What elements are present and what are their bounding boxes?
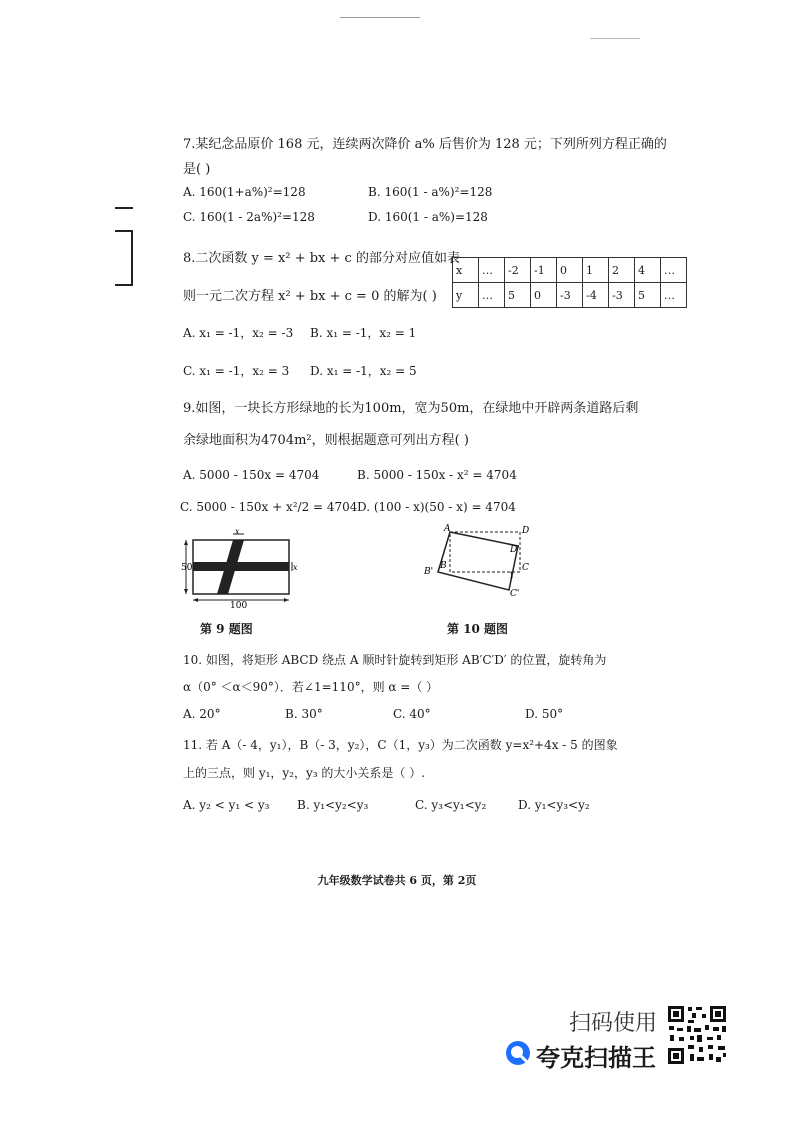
- q7-option-d: D. 160(1 - a%)=128: [368, 210, 488, 224]
- q11-option-a: A. y₂ < y₁ < y₃: [183, 798, 270, 812]
- q8-option-b: B. x₁ = -1，x₂ = 1: [310, 326, 417, 340]
- scan-artifact-line: [340, 17, 420, 18]
- figure-9-label-road-side: x: [293, 563, 298, 572]
- table-cell: 5: [635, 283, 661, 308]
- q8-stem-line2: 则一元二次方程 x² + bx + c = 0 的解为( ): [183, 289, 437, 304]
- table-cell: 1: [583, 258, 609, 283]
- figure-10-label-c-prime: C': [510, 589, 520, 598]
- q7-stem-line1: 7.某纪念品原价 168 元，连续两次降价 a% 后售价为 128 元；下列所列方程正确的: [183, 137, 667, 152]
- scanner-brand: 夸克扫描王: [536, 1044, 656, 1072]
- q8-value-table: [452, 257, 687, 308]
- figure-10-label-d-prime: D': [510, 545, 520, 555]
- q10-option-a: A. 20°: [183, 707, 221, 721]
- scanner-slogan: 扫码使用: [569, 1011, 658, 1036]
- table-cell: y: [453, 283, 479, 308]
- table-row-x: [453, 258, 687, 283]
- q9-option-b: B. 5000 - 150x - x² = 4704: [357, 468, 517, 482]
- figure-9-label-road-top: x: [235, 528, 240, 536]
- figure-9-label-width: 50: [181, 563, 193, 573]
- table-cell: -3: [557, 283, 583, 308]
- q11-option-d: D. y₁<y₃<y₂: [518, 798, 590, 812]
- q11-stem-line1: 11. 若 A（- 4，y₁），B（- 3，y₂），C（1，y₃）为二次函数 y=x²+4x - 5 的图象: [183, 738, 618, 752]
- figure-10-label-c: C: [522, 563, 529, 573]
- q8-option-c: C. x₁ = -1，x₂ = 3: [183, 364, 290, 378]
- q8-stem-line1: 8.二次函数 y = x² + bx + c 的部分对应值如表: [183, 251, 460, 266]
- q9-option-c: C. 5000 - 150x + x²/2 = 4704: [180, 500, 358, 514]
- table-cell: 0: [531, 283, 557, 308]
- table-cell: …: [479, 258, 505, 283]
- figure-10-label-b-prime: B': [424, 567, 434, 577]
- scan-artifact-line: [590, 38, 640, 39]
- table-cell: 2: [609, 258, 635, 283]
- figure-10-caption: 第 10 题图: [447, 622, 509, 636]
- q10-stem-line2: α（0° ＜α＜90°）．若∠1=110°，则 α =（ ）: [183, 680, 439, 694]
- table-cell: …: [479, 283, 505, 308]
- table-row-y: [453, 283, 687, 308]
- q10-option-d: D. 50°: [525, 707, 564, 721]
- q9-stem-line1: 9.如图，一块长方形绿地的长为100m，宽为50m，在绿地中开辟两条道路后剩: [183, 401, 639, 416]
- table-cell: -3: [609, 283, 635, 308]
- table-cell: 4: [635, 258, 661, 283]
- q11-option-c: C. y₃<y₁<y₂: [415, 798, 487, 812]
- figure-9-caption: 第 9 题图: [200, 622, 253, 636]
- figure-10-label-a: A: [444, 524, 451, 534]
- qr-code-icon: [666, 1004, 728, 1066]
- table-cell: -4: [583, 283, 609, 308]
- q9-option-a: A. 5000 - 150x = 4704: [183, 468, 320, 482]
- figure-10-label-b: B: [440, 561, 447, 571]
- q8-option-d: D. x₁ = -1，x₂ = 5: [310, 364, 417, 378]
- binding-mark: [131, 230, 133, 286]
- table-cell: …: [661, 258, 687, 283]
- table-cell: x: [453, 258, 479, 283]
- page-footer: 九年级数学试卷共 6 页，第 2页: [317, 874, 477, 887]
- q10-option-b: B. 30°: [285, 707, 323, 721]
- figure-9-diagram: [178, 528, 298, 610]
- table-cell: …: [661, 283, 687, 308]
- scanner-logo-icon: [505, 1040, 531, 1066]
- q7-option-a: A. 160(1+a%)²=128: [183, 185, 306, 199]
- figure-10-diagram: [418, 522, 538, 598]
- q9-option-d: D. (100 - x)(50 - x) = 4704: [357, 500, 516, 514]
- q7-stem-line2: 是( ): [183, 162, 211, 177]
- q9-stem-line2: 余绿地面积为4704m²，则根据题意可列出方程( ): [183, 433, 469, 448]
- table-cell: 5: [505, 283, 531, 308]
- figure-10-label-angle-1: 1: [509, 571, 515, 580]
- figure-10-label-d: D: [522, 526, 530, 536]
- q10-option-c: C. 40°: [393, 707, 431, 721]
- table-cell: -1: [531, 258, 557, 283]
- binding-mark: [115, 207, 133, 209]
- figure-9-label-length: 100: [230, 601, 248, 610]
- q10-stem-line1: 10. 如图，将矩形 ABCD 绕点 A 顺时针旋转到矩形 AB′C′D′ 的位置，旋转角为: [183, 653, 607, 667]
- binding-mark: [115, 284, 133, 286]
- table-cell: 0: [557, 258, 583, 283]
- q7-option-c: C. 160(1 - 2a%)²=128: [183, 210, 315, 224]
- q11-option-b: B. y₁<y₂<y₃: [297, 798, 369, 812]
- q8-option-a: A. x₁ = -1，x₂ = -3: [183, 326, 294, 340]
- q11-stem-line2: 上的三点，则 y₁，y₂，y₃ 的大小关系是（ ）.: [183, 766, 426, 780]
- table-cell: -2: [505, 258, 531, 283]
- q7-option-b: B. 160(1 - a%)²=128: [368, 185, 493, 199]
